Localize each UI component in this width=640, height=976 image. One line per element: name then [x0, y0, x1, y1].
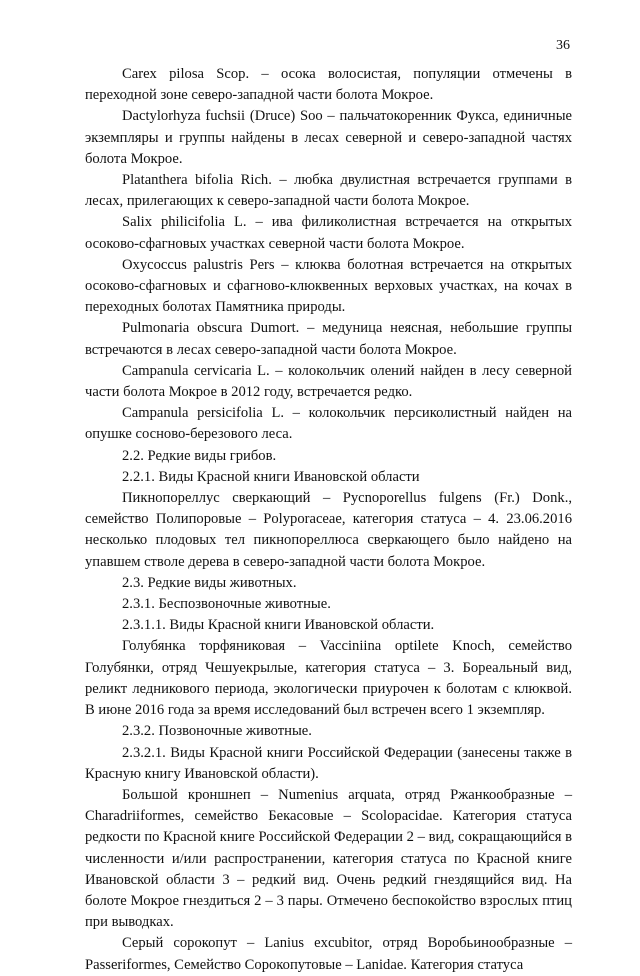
- paragraph-campanula-cervicaria: Campanula cervicaria L. – колокольчик олений найден в лесу северной части болота Мокрое в 2012 году, встречается редко.: [85, 362, 572, 401]
- paragraph-pulmonaria-obscura: Pulmonaria obscura Dumort. – медуница неясная, небольшие группы встречаются в лесах северо-западной части болота Мокрое.: [85, 320, 572, 358]
- paragraph-platanthera-bifolia: Platanthera bifolia Rich. – любка двулистная встречается группами в лесах, прилегающих к северо-западной части болота Мокрое.: [85, 172, 572, 210]
- paragraph-vertebrates-rf-red-book: 2.3.2.1. Виды Красной книги Российской Федерации (занесены также в Красную книгу Ивановской области).: [85, 744, 572, 782]
- paragraph-carex-pilosa: Carex pilosa Scop. – осока волосистая, популяции отмечены в переходной зоне северо-западной части болота Мокрое.: [85, 66, 572, 104]
- subsection-heading-invertebrates: 2.3.1. Беспозвоночные животные.: [122, 596, 331, 613]
- subsection-heading-invertebrates-red-book: 2.3.1.1. Виды Красной книги Ивановской области.: [122, 617, 435, 634]
- paragraph-salix-philicifolia: Salix philicifolia L. – ива филиколистная встречается на открытых осоково-сфагновых участках северной части болота Мокрое.: [85, 214, 572, 252]
- paragraph-oxycoccus-palustris: Oxycoccus palustris Pers – клюква болотная встречается на открытых осоково-сфагновых и сфагново-клюквенных верховых участках, на кочах в переходных болотах Памятника природы.: [85, 256, 572, 316]
- page-number: 36: [556, 38, 570, 53]
- paragraph-campanula-persicifolia: Campanula persicifolia L. – колокольчик персиколистный найден на опушке сосново-березового леса.: [85, 405, 572, 443]
- paragraph-dactylorhyza-fuchsii: Dactylorhyza fuchsii (Druce) Soo – пальчатокоренник Фукса, единичные экземпляры и группы найдены в лесах северной и северо-западной частях болота Мокрое.: [85, 108, 572, 167]
- paragraph-pycnoporellus-fulgens: Пикнопореллус сверкающий – Pycnoporellus fulgens (Fr.) Donk., семейство Полипоровые – Polyporaceae, категория статуса – 4. 23.06.2016 несколько плодовых тел пикнопореллюса сверкающего было найдено на упавшем стволе дерева в северо-западной части болота Мокрое.: [85, 490, 572, 570]
- paragraph-numenius-arquata: Большой кроншнеп – Numenius arquata, отряд Ржанкообразные – Charadriiformes, семейство Бекасовые – Scolopacidae. Категория статуса редкости по Красной книге Российской Федерации 2 – вид, сокращающийся в численности и/или распространении, категория статуса по Красной книге Ивановской области 3 – редкий вид. Очень редкий гнездящийся вид. На болоте Мокрое гнездиться 2 – 3 пары. Отмечено беспокойство взрослых птиц при выводках.: [85, 786, 572, 931]
- section-heading-rare-fungi: 2.2. Редкие виды грибов.: [122, 447, 277, 464]
- subsection-heading-fungi-red-book: 2.2.1. Виды Красной книги Ивановской области: [122, 468, 420, 485]
- section-heading-rare-animals: 2.3. Редкие виды животных.: [122, 574, 297, 591]
- paragraph-lanius-excubitor: Серый сорокопут – Lanius excubitor, отряд Воробьинообразные – Passeriformes, Семейство Сорокопутовые – Lanidae. Категория статуса: [85, 935, 572, 973]
- subsection-heading-vertebrates: 2.3.2. Позвоночные животные.: [122, 723, 312, 740]
- paragraph-vacciniina-optilete: Голубянка торфяниковая – Vacciniina optilete Knoch, семейство Голубянки, отряд Чешуекрылые, категория статуса – 3. Бореальный вид, реликт ледникового периода, экологически приурочен к болотам с клюквой. В июне 2016 года за время исследований был встречен всего 1 экземпляр.: [85, 638, 572, 719]
- document-body: [85, 64, 572, 976]
